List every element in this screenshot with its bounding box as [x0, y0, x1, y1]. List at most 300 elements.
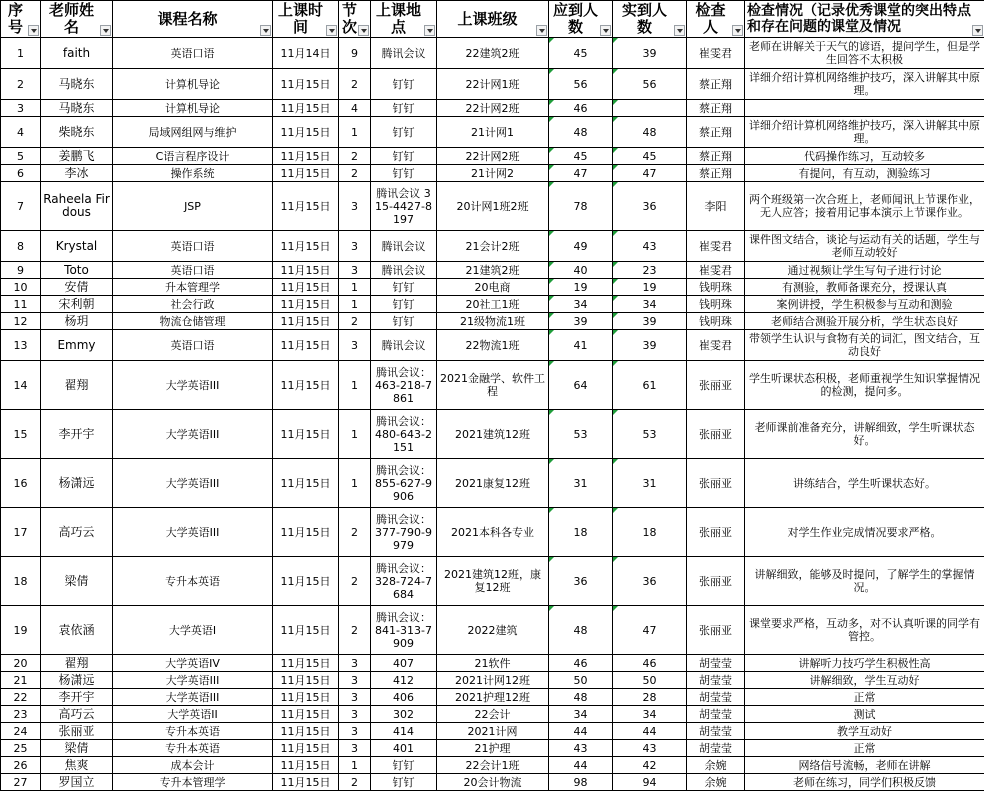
table-row[interactable] [1, 262, 984, 279]
table-cell[interactable]: 钱明珠 [687, 296, 745, 313]
table-cell[interactable]: 带领学生认识与食物有关的词汇，图文结合，互动良好 [745, 330, 984, 361]
table-cell[interactable]: 11月15日 [273, 313, 339, 330]
table-cell[interactable]: 大学英语III [113, 508, 273, 557]
table-cell[interactable]: 46 [613, 655, 687, 672]
table-cell[interactable]: 23 [1, 706, 41, 723]
table-cell[interactable]: 45 [613, 148, 687, 165]
table-cell[interactable]: 39 [613, 330, 687, 361]
table-cell[interactable]: 43 [613, 231, 687, 262]
filter-dropdown-icon[interactable] [326, 25, 337, 36]
table-cell[interactable]: 张丽亚 [687, 606, 745, 655]
table-cell[interactable]: 11月15日 [273, 361, 339, 410]
table-cell[interactable]: 3 [1, 100, 41, 117]
table-cell[interactable]: 11月15日 [273, 165, 339, 182]
table-cell[interactable]: 11月15日 [273, 410, 339, 459]
table-cell[interactable]: 39 [549, 313, 613, 330]
filter-dropdown-icon[interactable] [424, 25, 435, 36]
table-cell[interactable]: 36 [549, 557, 613, 606]
table-cell[interactable]: 大学英语II [113, 706, 273, 723]
table-cell[interactable]: 钉钉 [371, 313, 437, 330]
table-cell[interactable]: 1 [339, 361, 371, 410]
table-cell[interactable]: 22计网2班 [437, 100, 549, 117]
table-cell[interactable] [745, 100, 984, 117]
table-cell[interactable]: 47 [613, 606, 687, 655]
table-cell[interactable]: 11月15日 [273, 330, 339, 361]
table-cell[interactable]: 物流仓储管理 [113, 313, 273, 330]
table-cell[interactable]: Toto [41, 262, 113, 279]
table-cell[interactable]: 19 [549, 279, 613, 296]
table-cell[interactable]: 50 [549, 672, 613, 689]
filter-dropdown-icon[interactable] [28, 25, 39, 36]
table-cell[interactable]: 48 [549, 117, 613, 148]
table-cell[interactable]: 21建筑2班 [437, 262, 549, 279]
table-cell[interactable]: 操作系统 [113, 165, 273, 182]
table-cell[interactable]: 28 [613, 689, 687, 706]
table-cell[interactable]: 1 [339, 296, 371, 313]
table-row[interactable] [1, 361, 984, 410]
table-cell[interactable]: 对学生作业完成情况要求严格。 [745, 508, 984, 557]
table-cell[interactable]: 袁依涵 [41, 606, 113, 655]
table-cell[interactable]: 17 [1, 508, 41, 557]
table-cell[interactable]: 11月15日 [273, 117, 339, 148]
table-cell[interactable]: 李阳 [687, 182, 745, 231]
table-cell[interactable]: 钉钉 [371, 69, 437, 100]
table-cell[interactable]: 胡莹莹 [687, 723, 745, 740]
table-cell[interactable]: 钱明珠 [687, 279, 745, 296]
table-cell[interactable]: 3 [339, 672, 371, 689]
table-cell[interactable]: 78 [549, 182, 613, 231]
table-cell[interactable]: 英语口语 [113, 231, 273, 262]
table-cell[interactable]: 22 [1, 689, 41, 706]
table-cell[interactable]: 11月15日 [273, 757, 339, 774]
table-cell[interactable]: 大学英语IV [113, 655, 273, 672]
table-cell[interactable]: 英语口语 [113, 330, 273, 361]
table-cell[interactable]: 94 [613, 774, 687, 791]
table-cell[interactable]: 马晓东 [41, 100, 113, 117]
table-cell[interactable]: 老师在练习，同学们积极反馈 [745, 774, 984, 791]
table-cell[interactable]: 宋利朝 [41, 296, 113, 313]
table-cell[interactable]: Raheela Firdous [41, 182, 113, 231]
table-cell[interactable]: 蔡正翔 [687, 69, 745, 100]
table-cell[interactable]: 11月15日 [273, 706, 339, 723]
table-cell[interactable]: 大学英语III [113, 410, 273, 459]
table-cell[interactable]: 柴晓东 [41, 117, 113, 148]
table-cell[interactable]: 焦爽 [41, 757, 113, 774]
table-row[interactable] [1, 231, 984, 262]
table-cell[interactable]: 42 [613, 757, 687, 774]
table-cell[interactable]: 英语口语 [113, 262, 273, 279]
table-cell[interactable]: 崔雯君 [687, 38, 745, 69]
table-cell[interactable]: 8 [1, 231, 41, 262]
table-cell[interactable]: 22物流1班 [437, 330, 549, 361]
table-cell[interactable]: 2021本科各专业 [437, 508, 549, 557]
table-cell[interactable]: 英语口语 [113, 38, 273, 69]
table-cell[interactable]: 崔雯君 [687, 231, 745, 262]
table-cell[interactable]: 计算机导论 [113, 100, 273, 117]
table-row[interactable] [1, 313, 984, 330]
table-cell[interactable]: 正常 [745, 740, 984, 757]
table-cell[interactable]: 11月15日 [273, 689, 339, 706]
table-row[interactable] [1, 296, 984, 313]
table-row[interactable] [1, 165, 984, 182]
table-cell[interactable] [613, 100, 687, 117]
table-cell[interactable]: 计算机导论 [113, 69, 273, 100]
table-cell[interactable]: 3 [339, 740, 371, 757]
table-cell[interactable]: 53 [613, 410, 687, 459]
table-cell[interactable]: 钉钉 [371, 296, 437, 313]
table-cell[interactable]: 34 [549, 296, 613, 313]
table-cell[interactable]: 讲解听力技巧学生积极性高 [745, 655, 984, 672]
table-row[interactable] [1, 672, 984, 689]
table-cell[interactable]: 腾讯会议：328-724-7684 [371, 557, 437, 606]
table-cell[interactable]: 腾讯会议 [371, 38, 437, 69]
table-cell[interactable]: 腾讯会议：855-627-9906 [371, 459, 437, 508]
table-cell[interactable]: 姜鹏飞 [41, 148, 113, 165]
table-cell[interactable]: 大学英语III [113, 689, 273, 706]
table-cell[interactable]: 20 [1, 655, 41, 672]
table-cell[interactable]: 22计网1班 [437, 69, 549, 100]
table-cell[interactable]: 胡莹莹 [687, 655, 745, 672]
table-row[interactable] [1, 182, 984, 231]
table-cell[interactable]: 21软件 [437, 655, 549, 672]
table-cell[interactable]: 2 [339, 165, 371, 182]
table-cell[interactable]: 2 [339, 774, 371, 791]
table-cell[interactable]: 50 [613, 672, 687, 689]
table-cell[interactable]: 崔雯君 [687, 262, 745, 279]
table-cell[interactable]: 3 [339, 231, 371, 262]
table-cell[interactable]: 2021计网12班 [437, 672, 549, 689]
table-cell[interactable]: faith [41, 38, 113, 69]
table-cell[interactable]: 4 [339, 100, 371, 117]
table-cell[interactable]: 钉钉 [371, 757, 437, 774]
table-cell[interactable]: 钱明珠 [687, 313, 745, 330]
table-cell[interactable]: 网络信号流畅，老师在讲解 [745, 757, 984, 774]
table-cell[interactable]: 胡莹莹 [687, 740, 745, 757]
table-cell[interactable]: 3 [339, 706, 371, 723]
table-row[interactable] [1, 723, 984, 740]
table-cell[interactable]: 有提问，有互动，测验练习 [745, 165, 984, 182]
table-row[interactable] [1, 655, 984, 672]
table-cell[interactable]: 1 [339, 279, 371, 296]
table-cell[interactable]: 49 [549, 231, 613, 262]
table-cell[interactable]: 大学英语III [113, 459, 273, 508]
table-cell[interactable]: 56 [549, 69, 613, 100]
table-cell[interactable]: 大学英语I [113, 606, 273, 655]
table-cell[interactable]: 蔡正翔 [687, 117, 745, 148]
table-cell[interactable]: 钉钉 [371, 165, 437, 182]
table-cell[interactable]: 讲解细致，学生互动好 [745, 672, 984, 689]
table-cell[interactable]: 专升本管理学 [113, 774, 273, 791]
filter-dropdown-icon[interactable] [600, 25, 611, 36]
table-cell[interactable]: 3 [339, 655, 371, 672]
table-cell[interactable]: 21会计2班 [437, 231, 549, 262]
table-cell[interactable]: 讲解细致，能够及时提问，了解学生的掌握情况。 [745, 557, 984, 606]
table-cell[interactable]: 1 [339, 757, 371, 774]
table-cell[interactable]: 23 [613, 262, 687, 279]
table-cell[interactable]: 401 [371, 740, 437, 757]
table-row[interactable] [1, 330, 984, 361]
filter-dropdown-icon[interactable] [536, 25, 547, 36]
table-row[interactable] [1, 706, 984, 723]
table-cell[interactable]: 学生听课状态积极，老师重视学生知识掌握情况的检测，提问多。 [745, 361, 984, 410]
table-cell[interactable]: 蔡正翔 [687, 165, 745, 182]
table-cell[interactable]: 43 [549, 740, 613, 757]
table-cell[interactable]: 48 [613, 117, 687, 148]
table-cell[interactable]: 31 [549, 459, 613, 508]
table-row[interactable] [1, 38, 984, 69]
table-cell[interactable]: 22会计1班 [437, 757, 549, 774]
table-cell[interactable]: 21计网2 [437, 165, 549, 182]
table-cell[interactable]: 98 [549, 774, 613, 791]
table-cell[interactable]: 21级物流1班 [437, 313, 549, 330]
table-cell[interactable]: 局域网组网与维护 [113, 117, 273, 148]
table-cell[interactable]: 44 [549, 723, 613, 740]
table-cell[interactable]: 7 [1, 182, 41, 231]
table-cell[interactable]: 腾讯会议 [371, 262, 437, 279]
table-cell[interactable]: 杨潇远 [41, 459, 113, 508]
table-cell[interactable]: 李开宇 [41, 410, 113, 459]
table-cell[interactable]: 19 [613, 279, 687, 296]
table-cell[interactable]: 12 [1, 313, 41, 330]
table-cell[interactable]: 13 [1, 330, 41, 361]
table-cell[interactable]: 升本管理学 [113, 279, 273, 296]
table-cell[interactable]: 9 [1, 262, 41, 279]
table-cell[interactable]: 张丽亚 [687, 459, 745, 508]
table-cell[interactable]: 45 [549, 38, 613, 69]
table-cell[interactable]: 3 [339, 689, 371, 706]
table-row[interactable] [1, 606, 984, 655]
table-cell[interactable]: 翟翔 [41, 655, 113, 672]
table-cell[interactable]: 梁倩 [41, 557, 113, 606]
table-cell[interactable]: 24 [1, 723, 41, 740]
table-cell[interactable]: 2 [339, 606, 371, 655]
table-cell[interactable]: 杨玥 [41, 313, 113, 330]
table-cell[interactable]: 罗国立 [41, 774, 113, 791]
table-cell[interactable]: 20电商 [437, 279, 549, 296]
table-cell[interactable]: 47 [613, 165, 687, 182]
table-cell[interactable]: 10 [1, 279, 41, 296]
table-cell[interactable]: 21计网1 [437, 117, 549, 148]
table-cell[interactable]: 11月15日 [273, 279, 339, 296]
table-cell[interactable]: 通过视频让学生写句子进行讨论 [745, 262, 984, 279]
table-cell[interactable]: 39 [613, 313, 687, 330]
table-cell[interactable]: 11月15日 [273, 655, 339, 672]
table-cell[interactable]: 47 [549, 165, 613, 182]
table-cell[interactable]: 老师在讲解关于天气的谚语，提问学生，但是学生回答不太积极 [745, 38, 984, 69]
table-cell[interactable]: 老师课前准备充分，讲解细致，学生听课状态好。 [745, 410, 984, 459]
filter-dropdown-icon[interactable] [674, 25, 685, 36]
table-cell[interactable]: 胡莹莹 [687, 689, 745, 706]
table-cell[interactable]: 大学英语III [113, 361, 273, 410]
table-cell[interactable]: 22建筑2班 [437, 38, 549, 69]
table-cell[interactable]: 11月15日 [273, 262, 339, 279]
table-cell[interactable]: 3 [339, 723, 371, 740]
table-cell[interactable]: 代码操作练习，互动较多 [745, 148, 984, 165]
table-cell[interactable]: 11月15日 [273, 723, 339, 740]
table-cell[interactable]: 老师结合测验开展分析，学生状态良好 [745, 313, 984, 330]
table-cell[interactable]: 64 [549, 361, 613, 410]
table-cell[interactable]: 412 [371, 672, 437, 689]
table-cell[interactable]: 2 [1, 69, 41, 100]
table-cell[interactable]: 11月15日 [273, 69, 339, 100]
table-cell[interactable]: 专升本英语 [113, 740, 273, 757]
table-row[interactable] [1, 279, 984, 296]
filter-dropdown-icon[interactable] [972, 25, 983, 36]
table-cell[interactable]: 36 [613, 557, 687, 606]
table-cell[interactable]: 课件图文结合，谈论与运动有关的话题，学生与老师互动较好 [745, 231, 984, 262]
table-cell[interactable]: 蔡正翔 [687, 100, 745, 117]
table-cell[interactable]: 社会行政 [113, 296, 273, 313]
table-row[interactable] [1, 117, 984, 148]
table-cell[interactable]: 钉钉 [371, 148, 437, 165]
table-cell[interactable]: 钉钉 [371, 774, 437, 791]
table-cell[interactable]: 56 [613, 69, 687, 100]
table-cell[interactable]: 11月15日 [273, 774, 339, 791]
table-cell[interactable]: 详细介绍计算机网络维护技巧，深入讲解其中原理。 [745, 69, 984, 100]
table-cell[interactable]: 15 [1, 410, 41, 459]
table-row[interactable] [1, 410, 984, 459]
table-row[interactable] [1, 508, 984, 557]
table-cell[interactable]: JSP [113, 182, 273, 231]
table-cell[interactable]: 9 [339, 38, 371, 69]
table-cell[interactable]: 25 [1, 740, 41, 757]
table-cell[interactable]: 腾讯会议 [371, 231, 437, 262]
table-cell[interactable]: 40 [549, 262, 613, 279]
table-cell[interactable]: 高巧云 [41, 508, 113, 557]
table-cell[interactable]: 45 [549, 148, 613, 165]
table-row[interactable] [1, 100, 984, 117]
table-cell[interactable]: 11月15日 [273, 182, 339, 231]
table-cell[interactable]: 腾讯会议 [371, 330, 437, 361]
table-cell[interactable]: 20计网1班2班 [437, 182, 549, 231]
table-cell[interactable]: 腾讯会议：480-643-2151 [371, 410, 437, 459]
table-cell[interactable]: 余婉 [687, 774, 745, 791]
table-cell[interactable]: 11月15日 [273, 296, 339, 313]
table-cell[interactable]: 安倩 [41, 279, 113, 296]
table-cell[interactable]: 2021金融学、软件工程 [437, 361, 549, 410]
table-cell[interactable]: 36 [613, 182, 687, 231]
table-cell[interactable]: 2021建筑12班 [437, 410, 549, 459]
table-cell[interactable]: 11月15日 [273, 508, 339, 557]
table-cell[interactable]: 21护理 [437, 740, 549, 757]
table-cell[interactable]: 教学互动好 [745, 723, 984, 740]
table-cell[interactable]: C语言程序设计 [113, 148, 273, 165]
table-cell[interactable]: 张丽亚 [687, 557, 745, 606]
table-cell[interactable]: 61 [613, 361, 687, 410]
table-cell[interactable]: 3 [339, 182, 371, 231]
table-cell[interactable]: 406 [371, 689, 437, 706]
table-cell[interactable]: 34 [613, 296, 687, 313]
table-cell[interactable]: 44 [613, 723, 687, 740]
table-cell[interactable]: 腾讯会议 315-4427-8197 [371, 182, 437, 231]
filter-dropdown-icon[interactable] [732, 25, 743, 36]
table-cell[interactable]: 11月15日 [273, 148, 339, 165]
table-cell[interactable]: 31 [613, 459, 687, 508]
table-cell[interactable]: 蔡正翔 [687, 148, 745, 165]
table-cell[interactable]: 李冰 [41, 165, 113, 182]
table-row[interactable] [1, 69, 984, 100]
table-cell[interactable]: 两个班级第一次合班上，老师闻讯上节课作业，无人应答；接着用记事本演示上节课作业。 [745, 182, 984, 231]
table-cell[interactable]: 4 [1, 117, 41, 148]
table-cell[interactable]: 34 [549, 706, 613, 723]
table-cell[interactable]: 腾讯会议：377-790-9979 [371, 508, 437, 557]
table-row[interactable] [1, 459, 984, 508]
table-cell[interactable]: 张丽亚 [687, 361, 745, 410]
table-cell[interactable]: 2 [339, 313, 371, 330]
table-cell[interactable]: 1 [339, 117, 371, 148]
table-cell[interactable]: 1 [1, 38, 41, 69]
table-cell[interactable]: 1 [339, 410, 371, 459]
table-cell[interactable]: 大学英语III [113, 672, 273, 689]
table-cell[interactable]: 18 [549, 508, 613, 557]
table-cell[interactable]: 19 [1, 606, 41, 655]
table-cell[interactable]: 34 [613, 706, 687, 723]
table-cell[interactable]: 2022建筑 [437, 606, 549, 655]
table-cell[interactable]: 崔雯君 [687, 330, 745, 361]
table-cell[interactable]: 专升本英语 [113, 723, 273, 740]
table-cell[interactable]: 22会计 [437, 706, 549, 723]
table-cell[interactable]: 讲练结合，学生听课状态好。 [745, 459, 984, 508]
table-cell[interactable]: 20社工1班 [437, 296, 549, 313]
table-cell[interactable]: Emmy [41, 330, 113, 361]
table-cell[interactable]: 钉钉 [371, 279, 437, 296]
table-cell[interactable]: 案例讲授，学生积极参与互动和测验 [745, 296, 984, 313]
table-cell[interactable]: 详细介绍计算机网络维护技巧，深入讲解其中原理。 [745, 117, 984, 148]
table-cell[interactable]: 腾讯会议：841-313-7909 [371, 606, 437, 655]
table-cell[interactable]: 腾讯会议：463-218-7861 [371, 361, 437, 410]
table-cell[interactable]: 26 [1, 757, 41, 774]
table-row[interactable] [1, 557, 984, 606]
table-row[interactable] [1, 689, 984, 706]
table-cell[interactable]: 5 [1, 148, 41, 165]
table-row[interactable] [1, 757, 984, 774]
table-cell[interactable]: 课堂要求严格，互动多，对不认真听课的同学有管控。 [745, 606, 984, 655]
table-row[interactable] [1, 740, 984, 757]
table-cell[interactable]: 2 [339, 557, 371, 606]
table-cell[interactable]: 杨潇远 [41, 672, 113, 689]
table-cell[interactable]: 39 [613, 38, 687, 69]
table-cell[interactable]: 测试 [745, 706, 984, 723]
table-cell[interactable]: 11月14日 [273, 38, 339, 69]
table-row[interactable] [1, 774, 984, 791]
table-cell[interactable]: 48 [549, 689, 613, 706]
table-cell[interactable]: 2 [339, 508, 371, 557]
table-cell[interactable]: 46 [549, 100, 613, 117]
table-cell[interactable]: 2021计网 [437, 723, 549, 740]
table-cell[interactable]: 41 [549, 330, 613, 361]
table-cell[interactable]: 2 [339, 148, 371, 165]
table-cell[interactable]: 梁倩 [41, 740, 113, 757]
table-cell[interactable]: 11月15日 [273, 100, 339, 117]
table-cell[interactable]: 6 [1, 165, 41, 182]
table-cell[interactable]: Krystal [41, 231, 113, 262]
table-cell[interactable]: 1 [339, 459, 371, 508]
table-cell[interactable]: 3 [339, 262, 371, 279]
filter-dropdown-icon[interactable] [358, 25, 369, 36]
filter-dropdown-icon[interactable] [100, 25, 111, 36]
filter-dropdown-icon[interactable] [260, 25, 271, 36]
table-cell[interactable]: 414 [371, 723, 437, 740]
table-cell[interactable]: 高巧云 [41, 706, 113, 723]
table-cell[interactable]: 22计网2班 [437, 148, 549, 165]
table-cell[interactable]: 胡莹莹 [687, 706, 745, 723]
table-cell[interactable]: 钉钉 [371, 117, 437, 148]
table-cell[interactable]: 46 [549, 655, 613, 672]
table-cell[interactable]: 成本会计 [113, 757, 273, 774]
table-cell[interactable]: 11月15日 [273, 740, 339, 757]
table-cell[interactable]: 21 [1, 672, 41, 689]
table-cell[interactable]: 翟翔 [41, 361, 113, 410]
